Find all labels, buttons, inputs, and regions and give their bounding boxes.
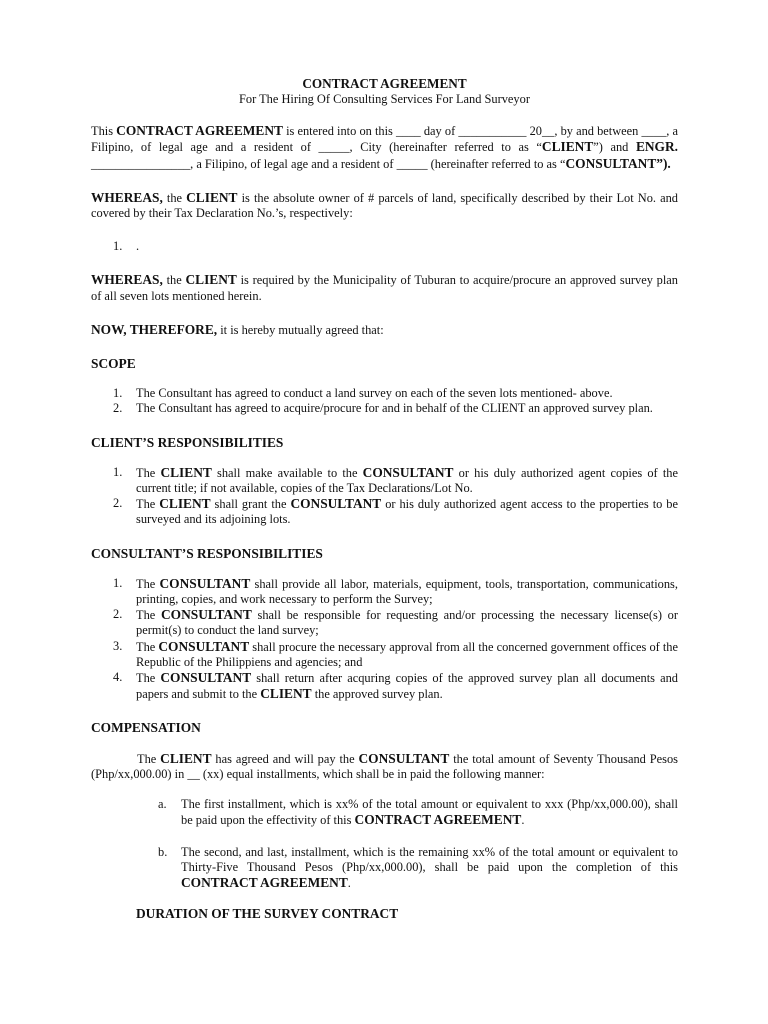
- list-item: [91, 797, 678, 828]
- intro-bold: CLIENT: [541, 139, 594, 155]
- list-item: [91, 496, 678, 527]
- list-text: .: [521, 813, 525, 828]
- list-bold: CONTRACT AGREEMENT: [181, 874, 348, 890]
- list-item: [91, 576, 678, 607]
- list-number: 1.: [113, 464, 123, 479]
- compensation-paragraph: [91, 751, 678, 782]
- list-text: shall be responsible for requesting and/or processing the necessary license(s) or permit(s) to conduct the land survey;: [136, 608, 678, 638]
- list-bold: CONSULTANT: [362, 464, 454, 480]
- list-text: or his duly authorized agent access to the properties to be surveyed and its adjoining lots.: [136, 497, 678, 527]
- intro-bold: ENGR.: [635, 139, 678, 155]
- compensation-text: has agreed and will pay the: [211, 751, 359, 766]
- list-item: [91, 401, 678, 416]
- list-item: [91, 465, 678, 496]
- list-item: [91, 845, 678, 892]
- whereas-bold: WHEREAS,: [91, 272, 163, 288]
- list-number: 2.: [113, 401, 123, 416]
- list-text: shall provide all labor, materials, equipment, tools, transportation, communications, printing, copies, and work necessary to perform the Survey;: [136, 576, 678, 607]
- whereas-bold: CLIENT: [186, 189, 238, 205]
- list-bold: CLIENT: [159, 496, 211, 512]
- whereas-paragraph-1: [91, 190, 678, 221]
- list-number: 4.: [113, 670, 123, 685]
- whereas-bold: WHEREAS,: [91, 189, 163, 205]
- intro-bold: CONSULTANT”).: [565, 155, 671, 171]
- intro-text: ________________, a Filipino, of legal age and a resident of _____ (hereinafter referred to as “: [91, 156, 566, 171]
- list-letter: a.: [158, 797, 167, 812]
- list-text: The second, and last, installment, which is the remaining xx% of the total amount or equivalent to Thirty-Five Thousand Pesos (Php/xx,000.00), shall be paid upon the completion of this: [181, 844, 678, 874]
- intro-text: This: [91, 124, 117, 139]
- list-text: The: [136, 465, 161, 480]
- list-number: 1.: [113, 575, 123, 590]
- list-bold: CONSULTANT: [158, 638, 250, 654]
- now-therefore-bold: NOW, THEREFORE,: [91, 321, 218, 337]
- compensation-bold: CONSULTANT: [358, 750, 450, 766]
- document-subtitle: For The Hiring Of Consulting Services For Land Surveyor: [239, 92, 530, 106]
- consultant-responsibilities-heading: CONSULTANT’S RESPONSIBILITIES: [91, 545, 323, 561]
- compensation-text: The: [137, 751, 161, 766]
- consultant-responsibilities-list: [91, 576, 678, 703]
- list-text: The: [136, 497, 160, 512]
- list-text: shall procure the necessary approval from all the concerned government offices of the Republic of the Philippiens and agencies; and: [136, 639, 678, 669]
- list-bold: CLIENT: [160, 464, 212, 480]
- whereas-text: is required by the Municipality of Tuburan to acquire/procure an approved survey plan of all seven lots mentioned herein.: [91, 273, 678, 303]
- list-letter: b.: [158, 844, 168, 859]
- client-responsibilities-list: [91, 465, 678, 528]
- client-responsibilities-heading: CLIENT’S RESPONSIBILITIES: [91, 434, 284, 450]
- list-text: The: [136, 639, 159, 654]
- list-text: The first installment, which is xx% of the total amount or equivalent to xxx (Php/xx,000.00), shall be paid upon the effectivity of this: [181, 797, 678, 828]
- list-number: 3.: [113, 638, 123, 653]
- list-text: or his duly authorized agent copies of the current title; if not available, copies of the Tax Declarations/Lot No.: [136, 465, 678, 496]
- now-therefore-paragraph: [91, 322, 678, 338]
- list-bold: CONSULTANT: [160, 670, 252, 686]
- list-bold: CONSULTANT: [160, 607, 252, 623]
- installments-list: [91, 797, 678, 891]
- compensation-text: the total amount of Seventy Thousand Pesos (Php/xx,000.00) in __ (xx) equal installments, which shall be in paid the following manner:: [91, 751, 678, 781]
- intro-text: is entered into on this ____ day of ___________ 20__, by and between ____, a Filipino, of legal age and a resident of _____, City (hereinafter referred to as “: [91, 124, 678, 155]
- list-bold: CONTRACT AGREEMENT: [354, 812, 522, 828]
- list-text: The Consultant has agreed to conduct a land survey on each of the seven lots mentioned- above.: [136, 386, 613, 401]
- intro-paragraph: [91, 123, 678, 172]
- duration-heading: DURATION OF THE SURVEY CONTRACT: [136, 906, 399, 922]
- list-text: The Consultant has agreed to acquire/procure for and in behalf of the CLIENT an approved survey plan.: [136, 401, 653, 416]
- list-item: [91, 607, 678, 638]
- whereas-text: the: [162, 273, 186, 288]
- scope-list: [91, 386, 678, 416]
- list-item: [91, 639, 678, 670]
- list-number: 1.: [113, 239, 123, 254]
- list-text: .: [136, 239, 140, 254]
- list-bold: CONSULTANT: [290, 496, 382, 512]
- whereas-paragraph-2: [91, 272, 678, 303]
- list-number: 2.: [113, 496, 123, 511]
- scope-heading: SCOPE: [91, 356, 136, 372]
- list-text: the approved survey plan.: [311, 687, 443, 702]
- now-therefore-text: it is hereby mutually agreed that:: [217, 322, 384, 337]
- list-text: The: [136, 576, 160, 591]
- lots-list: [91, 239, 678, 254]
- list-text: .: [347, 875, 351, 890]
- intro-text: ”) and: [593, 140, 636, 155]
- compensation-heading: COMPENSATION: [91, 720, 201, 736]
- list-number: 2.: [113, 607, 123, 622]
- list-bold: CLIENT: [260, 686, 312, 702]
- compensation-bold: CLIENT: [160, 750, 212, 766]
- intro-bold: CONTRACT AGREEMENT: [116, 123, 283, 139]
- list-item: [91, 670, 678, 702]
- list-item: [91, 386, 678, 401]
- list-text: shall make available to the: [211, 465, 363, 480]
- whereas-text: is the absolute owner of # parcels of land, specifically described by their Lot No. and covered by their Tax Declaration No.’s, respectively:: [91, 190, 678, 221]
- list-text: The: [136, 671, 161, 686]
- list-bold: CONSULTANT: [159, 575, 251, 591]
- whereas-text: the: [162, 190, 187, 205]
- list-text: shall grant the: [210, 497, 291, 512]
- list-text: shall return after acquring copies of the approved survey plan all documents and papers and submit to the: [136, 671, 678, 702]
- document-title: CONTRACT AGREEMENT: [302, 76, 467, 91]
- list-item: [91, 239, 678, 254]
- list-text: The: [136, 608, 161, 623]
- whereas-bold: CLIENT: [185, 272, 237, 288]
- list-number: 1.: [113, 386, 123, 401]
